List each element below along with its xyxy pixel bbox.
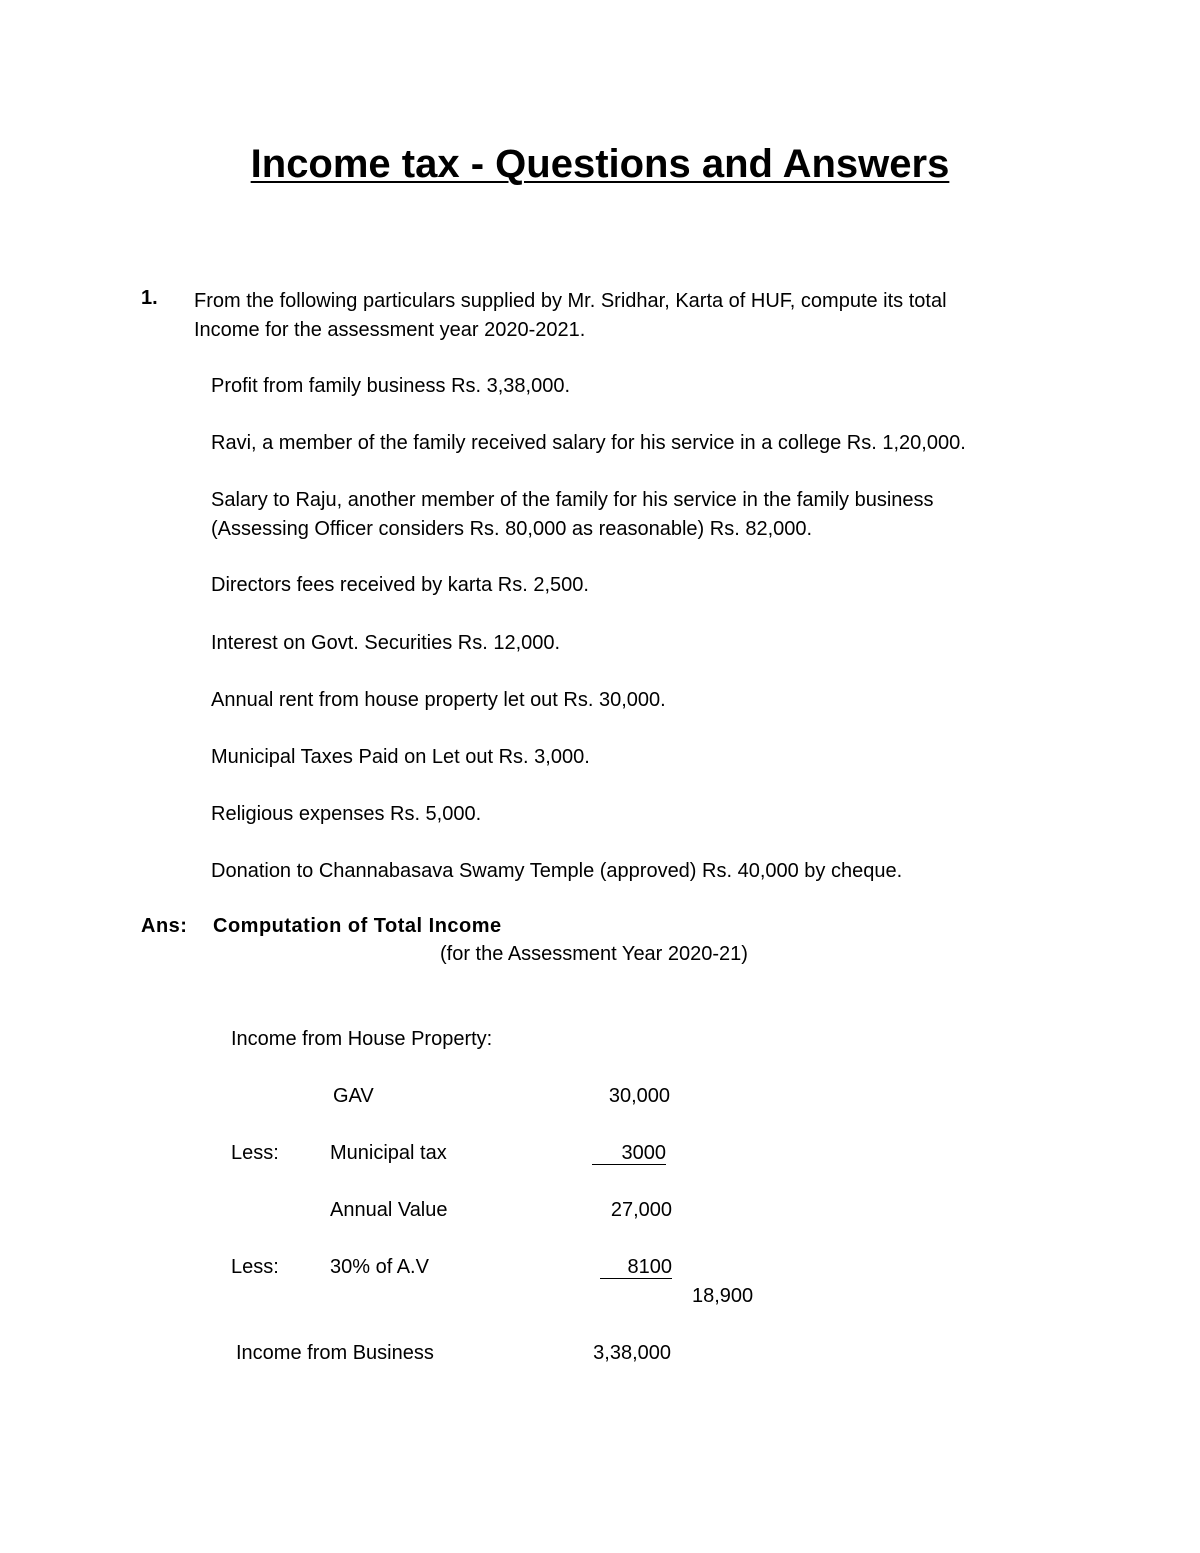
deduction-value: 8100	[600, 1256, 672, 1279]
particular-item	[211, 743, 590, 772]
answer-heading: Computation of Total Income	[213, 915, 502, 937]
business-income-label: Income from Business	[236, 1342, 434, 1364]
particular-line: Religious expenses Rs. 5,000.	[211, 803, 482, 825]
question-number: 1.	[141, 287, 158, 309]
particular-item	[211, 429, 966, 458]
answer-label: Ans:	[141, 915, 188, 937]
particular-item	[211, 686, 666, 715]
particular-line: Profit from family business Rs. 3,38,000.	[211, 375, 571, 397]
municipal-tax-label: Municipal tax	[330, 1142, 447, 1164]
business-income-value: 3,38,000	[593, 1342, 671, 1364]
page-title: Income tax - Questions and Answers	[250, 142, 950, 186]
particular-line: Ravi, a member of the family received salary for his service in a college Rs. 1,20,000.	[211, 432, 966, 454]
particular-item	[211, 800, 481, 829]
answer-subheading: (for the Assessment Year 2020-21)	[440, 943, 748, 965]
less-label: Less:	[231, 1256, 279, 1278]
particular-line: Salary to Raju, another member of the family for his service in the family business	[211, 489, 934, 511]
deduction-label: 30% of A.V	[330, 1256, 429, 1278]
annual-value-value: 27,000	[610, 1199, 672, 1221]
gav-value: 30,000	[608, 1085, 670, 1107]
gav-label: GAV	[333, 1085, 374, 1107]
particular-line: Directors fees received by karta Rs. 2,500.	[211, 574, 589, 596]
house-property-heading: Income from House Property:	[231, 1028, 493, 1050]
particular-item	[211, 629, 560, 658]
particular-item	[211, 372, 570, 401]
annual-value-label: Annual Value	[330, 1199, 448, 1221]
question-line: Income for the assessment year 2020-2021.	[194, 318, 586, 341]
question-line: From the following particulars supplied by Mr. Sridhar, Karta of HUF, compute its total	[194, 290, 947, 312]
house-property-net-value: 18,900	[692, 1285, 754, 1307]
particular-line: (Assessing Officer considers Rs. 80,000 as reasonable) Rs. 82,000.	[211, 517, 813, 540]
particular-item	[211, 571, 589, 600]
question-text	[194, 287, 947, 344]
particular-line: Interest on Govt. Securities Rs. 12,000.	[211, 632, 561, 654]
particular-line: Municipal Taxes Paid on Let out Rs. 3,000.	[211, 746, 590, 768]
particular-line: Donation to Channabasava Swamy Temple (approved) Rs. 40,000 by cheque.	[211, 860, 903, 882]
municipal-tax-value: 3000	[592, 1142, 666, 1165]
less-label: Less:	[231, 1142, 279, 1164]
particular-item	[211, 857, 902, 886]
particular-item	[211, 486, 934, 543]
particular-line: Annual rent from house property let out Rs. 30,000.	[211, 689, 666, 711]
